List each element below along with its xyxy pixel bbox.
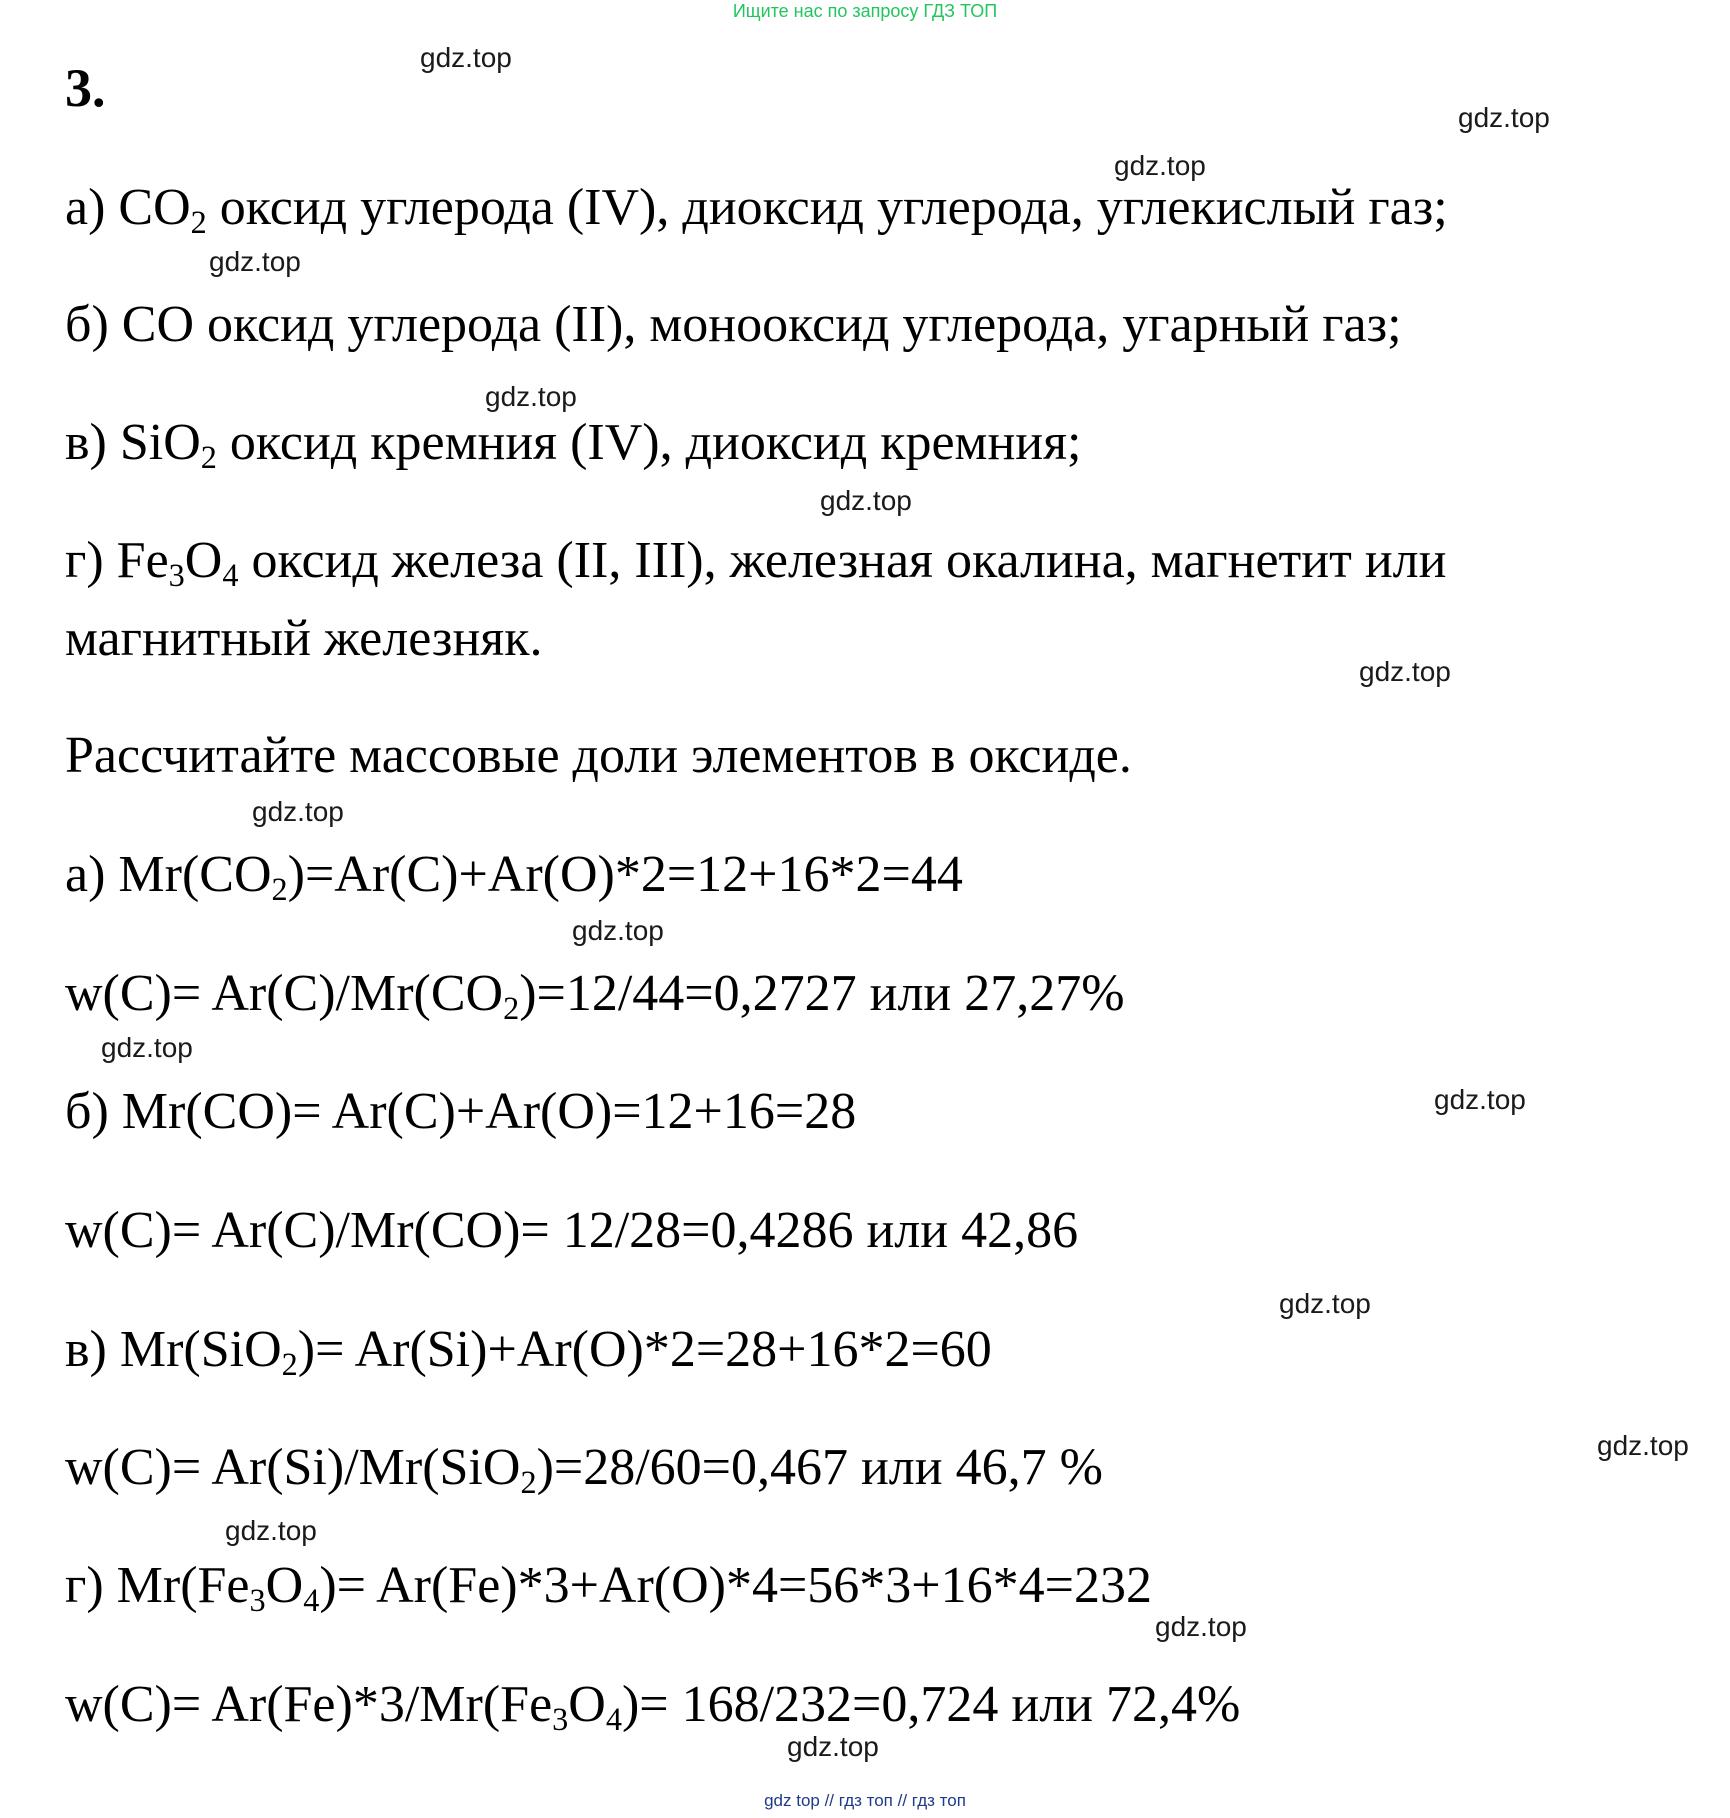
watermark: gdz.top [572, 915, 664, 946]
oxide-line-g: г) $Fe_3O_4$ оксид железа (II, III), железная окалина, магнетит или [65, 532, 1447, 594]
watermark: gdz.top [1279, 1288, 1371, 1319]
watermark: gdz.top [1434, 1084, 1526, 1115]
oxide-line-b: б) CO оксид углерода (II), монооксид углерода, угарный газ; [65, 296, 1402, 353]
footer-links[interactable]: gdz top // гдз топ // гдз топ [764, 1791, 966, 1810]
watermark: gdz.top [1359, 656, 1451, 687]
oxide-line-a: а) $CO_2$ оксид углерода (IV), диоксид углерода, углекислый газ; [65, 179, 1448, 241]
watermark: gdz.top [1114, 150, 1206, 181]
watermark: gdz.top [1155, 1611, 1247, 1642]
section-heading: Рассчитайте массовые доли элементов в оксиде. [65, 727, 1132, 784]
watermark: gdz.top [209, 246, 301, 277]
calc-line-v-mr: в) Mr(SiO$_2$)= Ar(Si)+Ar(O)*2=28+16*2=60 [65, 1321, 992, 1383]
calc-line-g-mr: г) $Mr(Fe_3O_4)= Ar(Fe)*3+Ar(O)*4=56*3+16*4=232$ [65, 1557, 1152, 1619]
watermark: gdz.top [1458, 102, 1550, 133]
calc-line-a-mr: а) $Mr(CO_2)=Ar(C)+Ar(O)*2=12+16*2=44$ [65, 846, 963, 908]
watermark: gdz.top [820, 485, 912, 516]
calc-line-g-w: $w(C)= Ar(Fe)*3/Mr(Fe_3O_4)= 168/232=0,724$ или 72,4% [65, 1676, 1241, 1738]
calc-line-v-w: w(C)= Ar(Si)/Mr(SiO$_2$)=28/60=0,467 или 46,7 % [65, 1439, 1103, 1501]
watermark: gdz.top [485, 381, 577, 412]
calc-line-b-mr: б) Mr(CO)= Ar(C)+Ar(O)=12+16=28 [65, 1083, 857, 1140]
watermark: gdz.top [1597, 1430, 1689, 1461]
watermark: gdz.top [225, 1515, 317, 1546]
watermark: gdz.top [101, 1032, 193, 1063]
oxide-line-g-continued: магнитный железняк. [65, 610, 543, 667]
oxide-line-v: в) SiO$_2$ оксид кремния (IV), диоксид кремния; [65, 414, 1082, 476]
calc-line-a-w: $w(C)= Ar(C)/Mr(CO_2)=12/44=0,2727$ или 27,27% [65, 965, 1125, 1027]
watermark: gdz.top [252, 796, 344, 827]
top-banner[interactable]: Ищите нас по запросу ГДЗ ТОП [732, 1, 998, 21]
watermark: gdz.top [420, 42, 512, 73]
watermark: gdz.top [787, 1731, 879, 1762]
calc-line-b-w: w(C)= Ar(C)/Mr(CO)= 12/28=0,4286 или 42,86 [65, 1202, 1079, 1259]
task-number: 3. [65, 58, 106, 118]
